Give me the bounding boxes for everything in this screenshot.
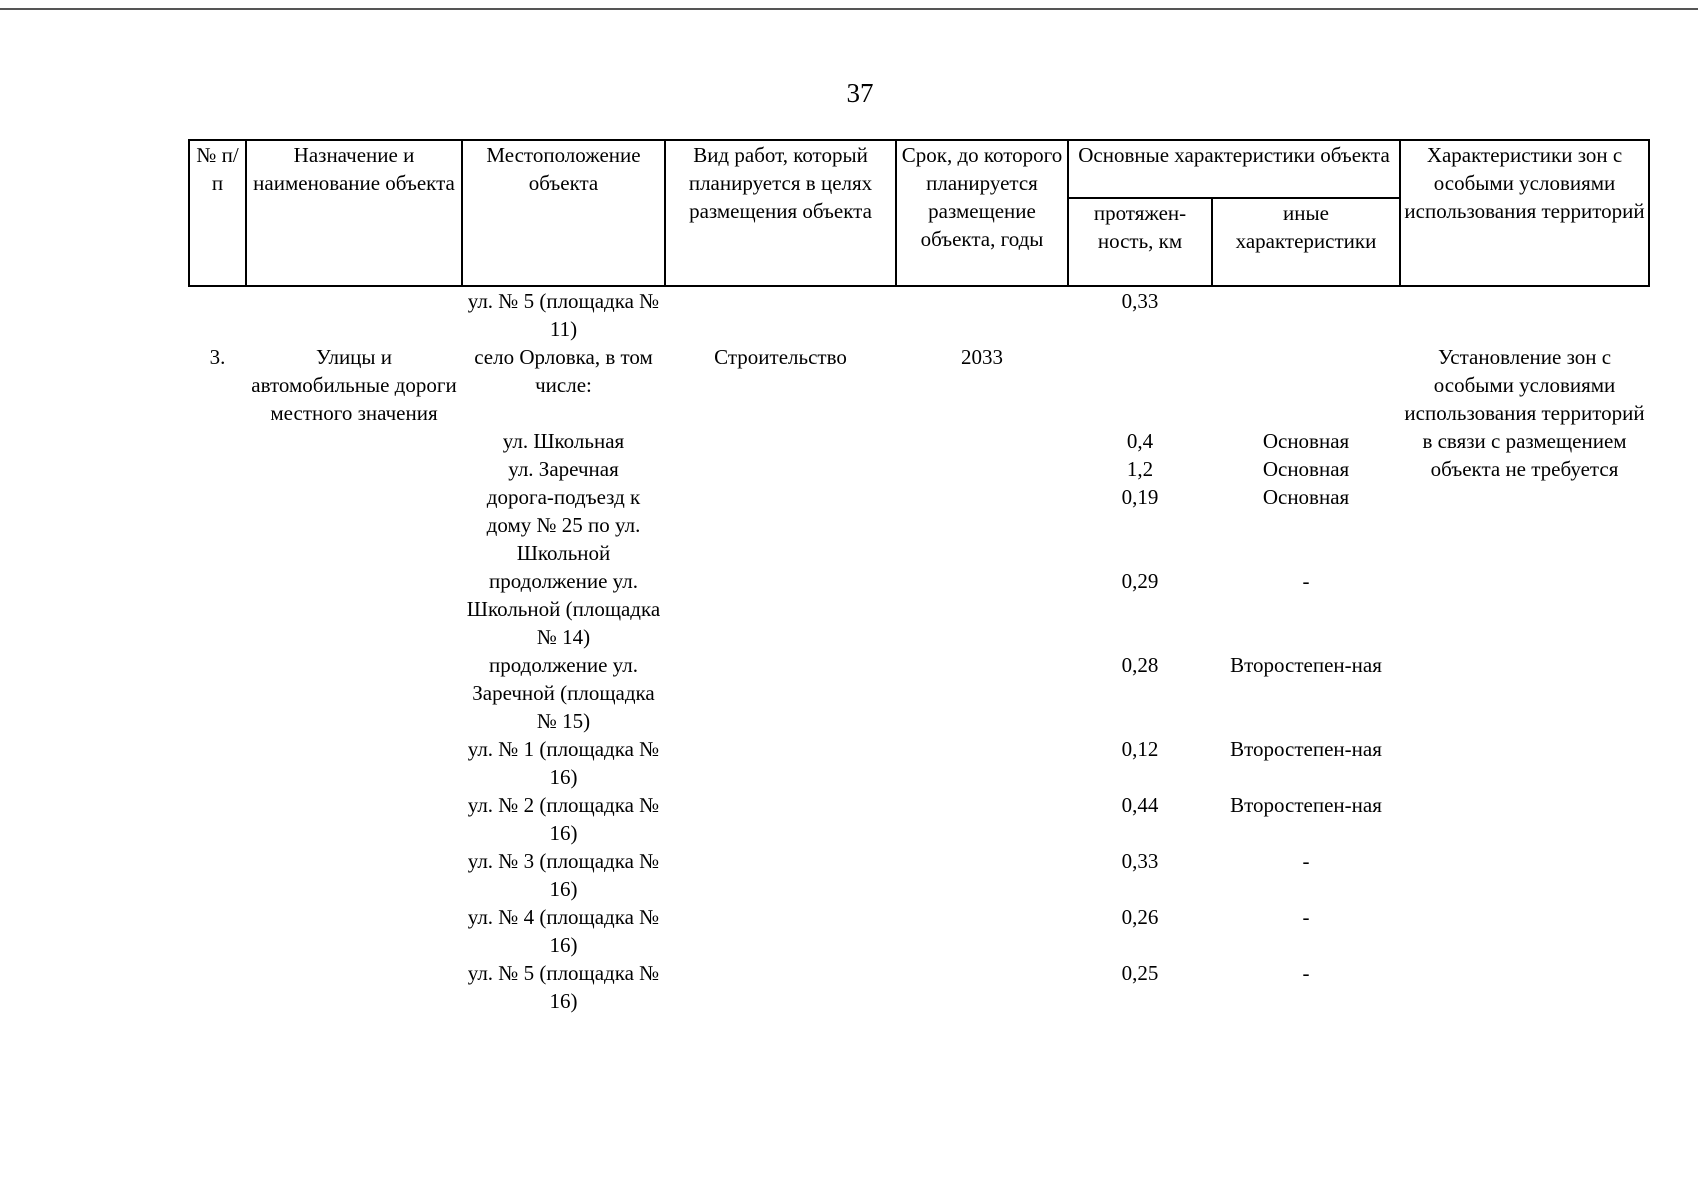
cell-other-characteristics: -	[1302, 569, 1310, 593]
cell-length: 0,4	[1126, 429, 1154, 453]
scan-top-border	[0, 8, 1698, 10]
header-deadline: Срок, до которого планируется размещение объекта, годы	[896, 140, 1068, 286]
header-name: Назначение и наименование объекта	[246, 140, 462, 286]
cell-name	[246, 483, 462, 567]
cell-deadline	[896, 847, 1068, 903]
cell-num	[189, 903, 246, 959]
cell-length: 0,44	[1121, 793, 1159, 817]
cell-other-characteristics	[1212, 343, 1400, 427]
cell-other-characteristics: Второстепен-ная	[1230, 737, 1382, 761]
cell-num	[189, 735, 246, 791]
cell-length: 0,19	[1121, 485, 1159, 509]
cell-name	[246, 427, 462, 455]
cell-location: ул. Заречная	[508, 457, 619, 481]
cell-location: ул. № 4 (площадка № 16)	[467, 905, 660, 957]
cell-work-type	[665, 735, 896, 791]
table-row	[189, 959, 1649, 1015]
cell-name	[246, 959, 462, 1015]
cell-work-type	[665, 286, 896, 343]
cell-work-type	[665, 847, 896, 903]
cell-deadline: 2033	[961, 345, 1003, 369]
cell-other-characteristics: Основная	[1262, 429, 1350, 453]
cell-deadline	[896, 903, 1068, 959]
cell-num	[189, 847, 246, 903]
cell-length: 0,33	[1121, 849, 1159, 873]
cell-name	[246, 651, 462, 735]
cell-location: ул. Школьная	[502, 429, 625, 453]
cell-deadline	[896, 651, 1068, 735]
cell-length: 0,26	[1121, 905, 1159, 929]
cell-location: село Орловка, в том числе:	[474, 345, 653, 397]
cell-num	[189, 483, 246, 567]
header-other-characteristics: иные характеристики	[1212, 198, 1400, 286]
cell-length: 0,25	[1121, 961, 1159, 985]
planning-table	[188, 139, 1650, 1015]
cell-zones	[1400, 791, 1649, 847]
cell-deadline	[896, 455, 1068, 483]
header-zones: Характеристики зон с особыми условиями использования территорий	[1400, 140, 1649, 286]
cell-num: 3.	[209, 345, 226, 369]
cell-other-characteristics	[1212, 286, 1400, 343]
cell-work-type	[665, 483, 896, 567]
cell-other-characteristics: -	[1302, 849, 1310, 873]
cell-work-type: Строительство	[714, 345, 847, 369]
cell-other-characteristics: Второстепен-ная	[1230, 793, 1382, 817]
cell-name: Улицы и автомобильные дороги местного значения	[251, 345, 457, 425]
cell-name	[246, 567, 462, 651]
cell-other-characteristics: -	[1302, 961, 1310, 985]
cell-zones	[1400, 959, 1649, 1015]
cell-deadline	[896, 735, 1068, 791]
cell-zones	[1400, 847, 1649, 903]
cell-work-type	[665, 567, 896, 651]
cell-work-type	[665, 959, 896, 1015]
cell-location: ул. № 1 (площадка № 16)	[467, 737, 660, 789]
cell-length: 0,33	[1121, 289, 1159, 313]
cell-location: продолжение ул. Школьной (площадка № 14)	[466, 569, 661, 649]
table-row	[189, 735, 1649, 791]
cell-zones	[1400, 286, 1649, 343]
cell-work-type	[665, 427, 896, 455]
header-num: № п/п	[189, 140, 246, 286]
cell-deadline	[896, 427, 1068, 455]
cell-length: 1,2	[1126, 457, 1154, 481]
cell-other-characteristics: Второстепен-ная	[1230, 653, 1382, 677]
header-work-type: Вид работ, который планируется в целях размещения объекта	[665, 140, 896, 286]
header-location: Местоположение объекта	[462, 140, 665, 286]
cell-other-characteristics: Основная	[1262, 485, 1350, 509]
cell-length: 0,29	[1121, 569, 1159, 593]
table-row	[189, 343, 1649, 427]
cell-zones	[1400, 735, 1649, 791]
cell-other-characteristics: -	[1302, 905, 1310, 929]
cell-name	[246, 791, 462, 847]
cell-zones	[1400, 903, 1649, 959]
cell-num	[189, 286, 246, 343]
cell-work-type	[665, 903, 896, 959]
cell-length: 0,12	[1121, 737, 1159, 761]
cell-deadline	[896, 286, 1068, 343]
cell-location: ул. № 2 (площадка № 16)	[467, 793, 660, 845]
cell-name	[246, 286, 462, 343]
cell-num	[189, 791, 246, 847]
cell-zones: Установление зон с особыми условиями использования территорий в связи с размещением объекта не требуется	[1404, 345, 1645, 481]
cell-num	[189, 651, 246, 735]
cell-location: ул. № 5 (площадка № 11)	[467, 289, 660, 341]
table-row	[189, 286, 1649, 343]
cell-work-type	[665, 791, 896, 847]
table-body	[189, 286, 1649, 1015]
cell-name	[246, 455, 462, 483]
cell-work-type	[665, 455, 896, 483]
page-number: 37	[846, 78, 874, 108]
cell-name	[246, 847, 462, 903]
cell-name	[246, 903, 462, 959]
header-length: протяжен-ность, км	[1068, 198, 1212, 286]
table-row	[189, 847, 1649, 903]
cell-num	[189, 427, 246, 455]
cell-deadline	[896, 959, 1068, 1015]
table-header	[189, 140, 1649, 286]
table-row	[189, 903, 1649, 959]
header-main-characteristics: Основные характеристики объекта	[1068, 140, 1400, 198]
cell-zones	[1400, 651, 1649, 735]
cell-length	[1068, 343, 1212, 427]
cell-location: дорога-подъезд к дому № 25 по ул. Школьной	[486, 485, 641, 565]
table-row	[189, 651, 1649, 735]
cell-num	[189, 959, 246, 1015]
cell-other-characteristics: Основная	[1262, 457, 1350, 481]
table-row	[189, 791, 1649, 847]
cell-location: продолжение ул. Заречной (площадка № 15)	[472, 653, 655, 733]
cell-location: ул. № 3 (площадка № 16)	[467, 849, 660, 901]
cell-deadline	[896, 567, 1068, 651]
cell-name	[246, 735, 462, 791]
cell-work-type	[665, 651, 896, 735]
cell-length: 0,28	[1121, 653, 1159, 677]
cell-deadline	[896, 791, 1068, 847]
cell-location: ул. № 5 (площадка № 16)	[467, 961, 660, 1013]
cell-num	[189, 455, 246, 483]
cell-num	[189, 567, 246, 651]
cell-deadline	[896, 483, 1068, 567]
